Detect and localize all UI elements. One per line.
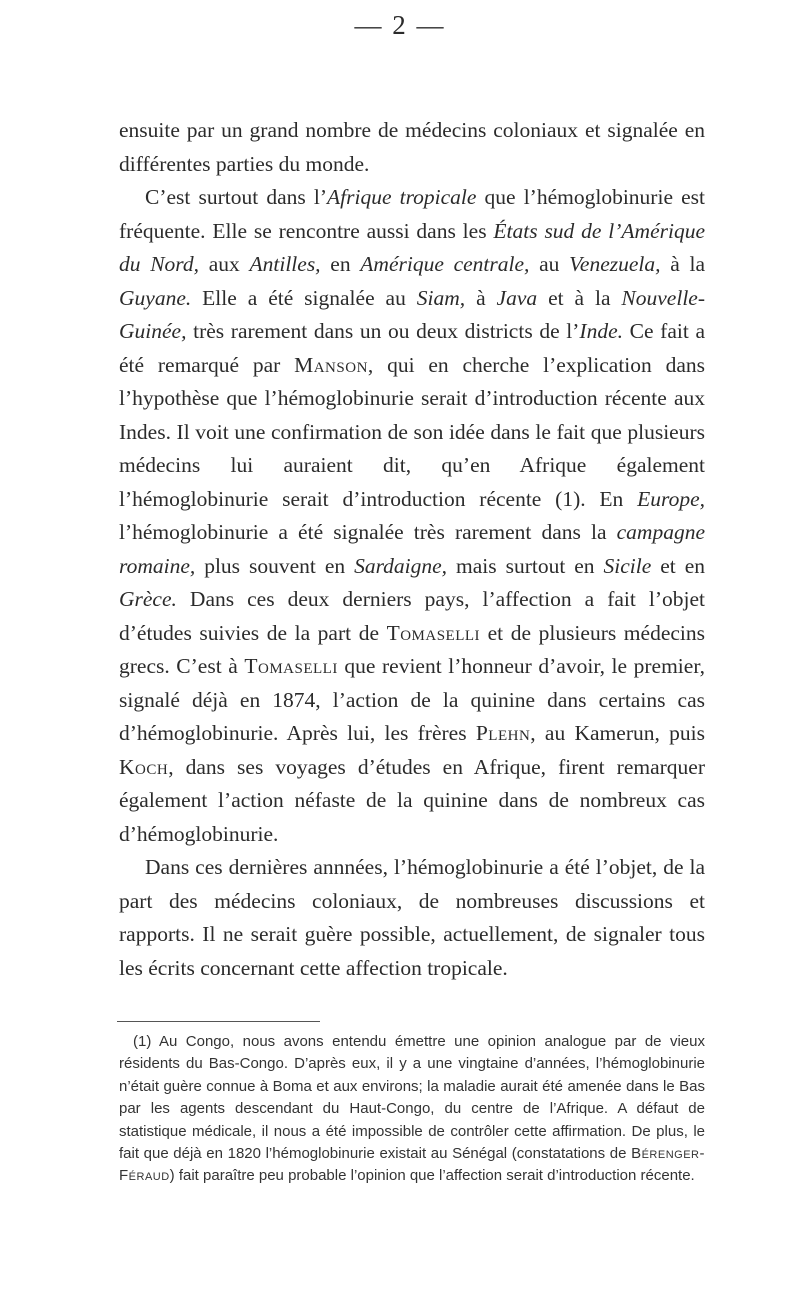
text-run: en <box>320 252 361 276</box>
text-run: ensuite par un grand nombre de médecins coloniaux et signalée en différentes parties du monde. <box>119 118 705 176</box>
paragraph-discussions <box>119 851 705 985</box>
text-run: et de plusieurs médecins grecs. C’est à <box>119 620 705 678</box>
text-run: aux <box>199 252 250 276</box>
place-name: Europe, <box>637 486 705 511</box>
page-number: — 2 — <box>354 10 446 40</box>
body-text <box>119 114 705 985</box>
author-name: Plehn <box>475 721 531 745</box>
text-run: , dans ses voyages d’études en Afrique, firent remarquer également l’action néfaste de la quinine dans de nombreux cas d’hémoglobinurie. <box>119 754 705 846</box>
author-name: Bérenger-Féraud <box>119 1145 705 1185</box>
place-name: Venezuela, <box>569 252 661 276</box>
text-run: à la <box>660 252 705 276</box>
text-run: , au Kamerun, puis <box>530 721 705 745</box>
text-run: ) fait paraître peu probable l’opinion que l’affection serait d’introduction récente. <box>169 1167 695 1185</box>
footnote-separator <box>117 1021 320 1022</box>
text-run: Dans ces deux derniers pays, l’affection a fait l’objet d’études suivies de la part de <box>119 587 705 645</box>
place-name: Amérique centrale, <box>360 252 530 276</box>
text-run: au <box>529 252 570 276</box>
place-name: Guyane. <box>119 285 192 310</box>
place-name: Sardaigne, <box>354 553 448 578</box>
text-run: à <box>465 285 497 310</box>
place-name: Grèce. <box>119 587 177 611</box>
place-name: Afrique tropicale <box>327 185 477 209</box>
paragraph-geography <box>119 181 705 851</box>
author-name: Tomaselli <box>244 654 338 678</box>
author-name: Manson <box>294 352 368 377</box>
text-run: l’hémoglobinurie a été signalée très rarement dans la <box>119 520 617 544</box>
text-run: Dans ces dernières annnées, l’hémoglobinurie a été l’objet, de la part des médecins coloniaux, de nombreuses discussions et rapports. Il ne serait guère possible, actuellement, de signaler tous les écrits concernant cette affection tropicale. <box>119 855 705 980</box>
author-name: Koch <box>119 754 169 779</box>
text-run: , qui en cherche l’explication dans l’hypothèse que l’hémoglobinurie serait d’introduction récente aux Indes. Il voit une confirmation de son idée dans le fait que plusieurs médecins lui auraient dit, qu’en Afrique également l’hémoglobinurie serait d’introduction récente (1). En <box>119 352 705 511</box>
text-run: (1) Au Congo, nous avons entendu émettre une opinion analogue par de vieux résidents du Bas-Congo. D’après eux, il y a une vingtaine d’années, l’hémoglobinurie n’était guère connue à Boma et aux environs; la maladie aurait été amenée dans le Bas par les agents descendant du Haut-Congo, du centre de l’Afrique. A défaut de statistique médicale, il nous a été impossible de contrôler cette affirmation. De plus, le fait que déjà en 1820 l’hémoglobinurie existait au Sénégal (constatations de <box>119 1033 705 1163</box>
text-run: mais surtout en <box>447 553 604 578</box>
text-run: Ce fait a été remarqué par <box>119 319 705 377</box>
place-name: Antilles, <box>249 252 321 276</box>
place-name: Nouvelle-Guinée, <box>119 285 705 343</box>
text-run: que l’hémoglobinurie est fréquente. Elle se rencontre aussi dans les <box>119 185 705 243</box>
place-name: États sud de l’Amérique du Nord, <box>119 218 705 276</box>
text-run: très rarement dans un ou deux districts de l’ <box>186 319 580 343</box>
text-run: et à la <box>537 285 622 310</box>
place-name: Inde. <box>579 319 623 343</box>
text-run: Elle a été signalée au <box>191 285 417 310</box>
place-name: Java <box>496 285 538 310</box>
footnote <box>119 1031 705 1188</box>
text-run: que revient l’honneur d’avoir, le premier, signalé déjà en 1874, l’action de la quinine dans certains cas d’hémoglobinurie. Après lui, les frères <box>119 654 705 745</box>
author-name: Tomaselli <box>386 620 481 645</box>
paragraph-continued <box>119 114 705 181</box>
place-name: Sicile <box>603 553 652 578</box>
text-run: et en <box>651 553 705 578</box>
place-name: Siam, <box>416 285 466 310</box>
place-name: campagne romaine, <box>119 520 705 578</box>
text-run: plus souvent en <box>195 553 355 578</box>
text-run: C’est surtout dans l’ <box>145 185 327 209</box>
